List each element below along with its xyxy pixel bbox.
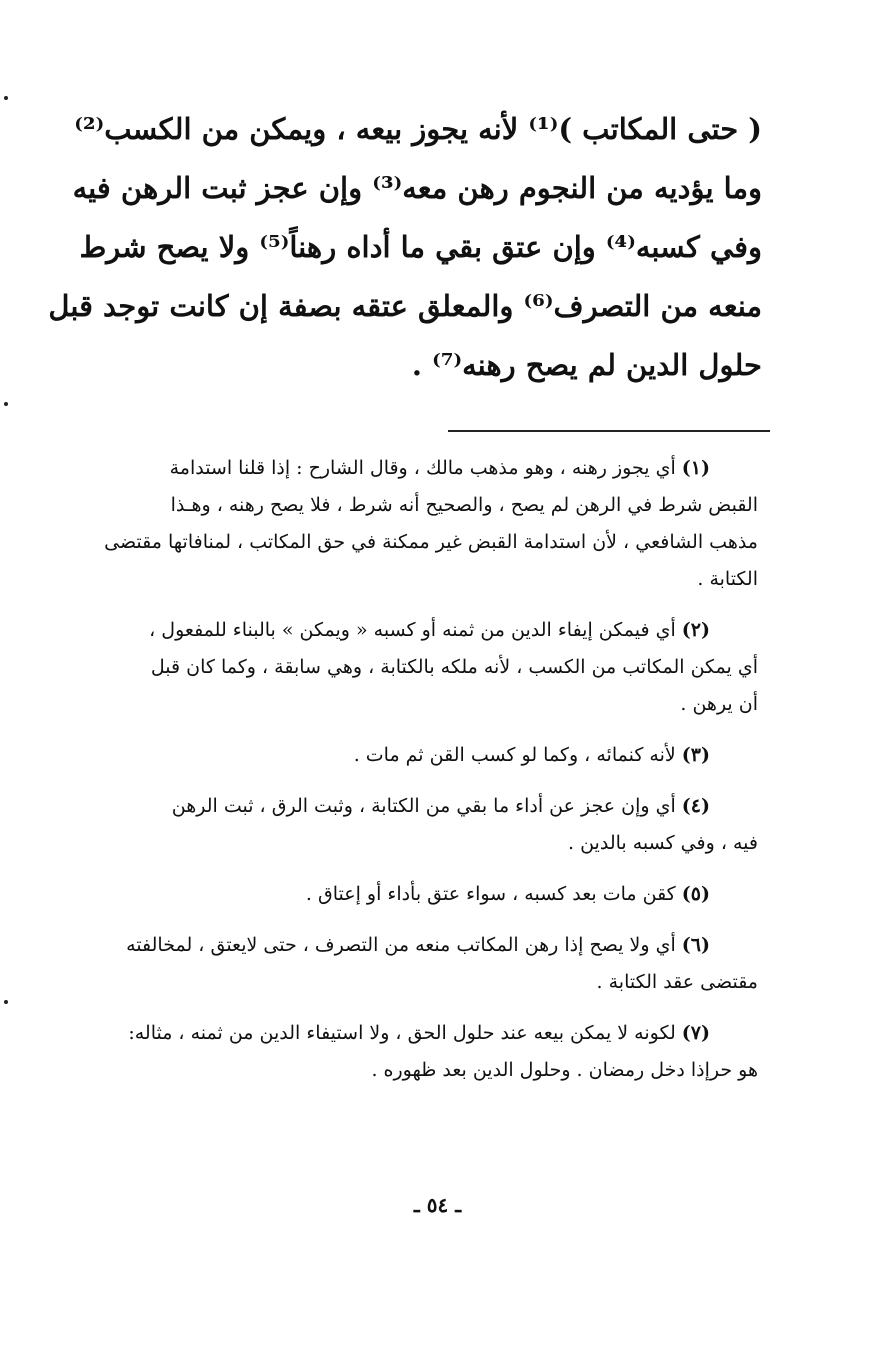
footnote-line — [30, 876, 758, 913]
page-number: ـ ٥٤ ـ — [413, 1193, 462, 1217]
footnote-line: الكتابة . — [697, 568, 758, 590]
footnote — [30, 1015, 758, 1089]
footnote — [30, 450, 758, 598]
footnote-line — [30, 927, 758, 964]
footnote-number: (٣) — [681, 744, 710, 766]
footnote — [30, 788, 758, 862]
footnote-number: (١) — [681, 457, 710, 479]
footnote-text: لكونه لا يمكن بيعه عند حلول الحق ، ولا استيفاء الدين من ثمنه ، مثاله: — [128, 1022, 676, 1044]
main-text-line: ( حتى المكاتب )⁽¹⁾ لأنه يجوز بيعه ، ويمكن من الكسب⁽²⁾ — [74, 112, 762, 146]
margin-mark — [4, 402, 8, 406]
footnote-text: أي يجوز رهنه ، وهو مذهب مالك ، وقال الشارح : إذا قلنا استدامة — [169, 457, 676, 479]
footnote-line: فيه ، وفي كسبه بالدين . — [568, 832, 758, 854]
footnote-line — [30, 1015, 758, 1052]
footnote-number: (٢) — [681, 619, 710, 641]
footnote-number: (٦) — [681, 934, 710, 956]
footnote-number: (٥) — [681, 883, 710, 905]
footnote-line — [30, 737, 758, 774]
footnote-line — [30, 788, 758, 825]
footnote-line: مذهب الشافعي ، لأن استدامة القبض غير ممكنة في حق المكاتب ، لمنافاتها مقتضى — [104, 531, 758, 553]
footnote-text: لأنه كنمائه ، وكما لو كسب القن ثم مات . — [353, 744, 676, 766]
footnote — [30, 876, 758, 913]
main-text-line: وفي كسبه⁽⁴⁾ وإن عتق بقي ما أداه رهناً⁽⁵⁾ ولا يصح شرط — [79, 230, 762, 264]
footnote-number: (٧) — [681, 1022, 710, 1044]
margin-mark — [4, 1000, 8, 1004]
footnote-line — [30, 612, 758, 649]
footnote-text: أي وإن عجز عن أداء ما بقي من الكتابة ، وثبت الرق ، ثبت الرهن — [171, 795, 676, 817]
footnotes-block — [30, 450, 758, 1103]
margin-mark — [4, 96, 8, 100]
footnote — [30, 737, 758, 774]
footnote-text: كقن مات بعد كسبه ، سواء عتق بأداء أو إعتاق . — [305, 883, 676, 905]
footnote — [30, 927, 758, 1001]
footnote-line: هو حرإذا دخل رمضان . وحلول الدين بعد ظهوره . — [371, 1059, 758, 1081]
footnote-line: القبض شرط في الرهن لم يصح ، والصحيح أنه شرط ، فلا يصح رهنه ، وهـذا — [170, 494, 758, 516]
footnote-number: (٤) — [681, 795, 710, 817]
footnote-text: أي فيمكن إيفاء الدين من ثمنه أو كسبه « ويمكن » بالبناء للمفعول ، — [149, 619, 676, 641]
footnote-text: أي ولا يصح إذا رهن المكاتب منعه من التصرف ، حتى لايعتق ، لمخالفته — [126, 934, 676, 956]
main-text-line: منعه من التصرف⁽⁶⁾ والمعلق عتقه بصفة إن كانت توجد قبل — [48, 289, 762, 323]
footnote-line: أي يمكن المكاتب من الكسب ، لأنه ملكه بالكتابة ، وهي سابقة ، وكما كان قبل — [150, 656, 758, 678]
main-text-line: حلول الدين لم يصح رهنه⁽⁷⁾ . — [411, 348, 762, 382]
footnote-line: مقتضى عقد الكتابة . — [596, 971, 758, 993]
main-text-line: وما يؤديه من النجوم رهن معه⁽³⁾ وإن عجز ثبت الرهن فيه — [72, 171, 762, 205]
footnote-line — [30, 450, 758, 487]
footnote-line: أن يرهن . — [680, 693, 758, 715]
footnote — [30, 612, 758, 723]
footnote-divider — [448, 430, 770, 432]
main-text-block — [32, 100, 762, 395]
